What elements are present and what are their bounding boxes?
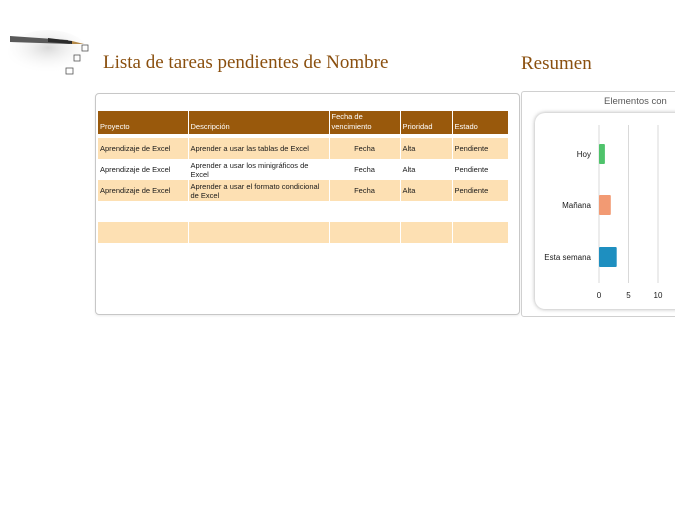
cell-project[interactable]: Aprendizaje de Excel bbox=[98, 180, 188, 201]
table-header-row bbox=[98, 111, 508, 134]
category-label: Esta semana bbox=[544, 253, 591, 262]
bar[interactable] bbox=[599, 144, 605, 164]
column-header-priority[interactable]: Prioridad bbox=[400, 111, 452, 134]
cell-priority[interactable] bbox=[400, 201, 452, 222]
x-tick-label: 5 bbox=[626, 291, 631, 300]
cell-description[interactable] bbox=[188, 201, 329, 222]
cell-project[interactable]: Aprendizaje de Excel bbox=[98, 138, 188, 159]
cell-description[interactable]: Aprender a usar los minigráficos de Excel bbox=[188, 159, 329, 180]
table-row[interactable] bbox=[98, 222, 508, 243]
column-header-description[interactable]: Descripción bbox=[188, 111, 329, 134]
cell-due-date[interactable] bbox=[329, 201, 400, 222]
column-header-due-date[interactable]: Fecha de vencimiento bbox=[329, 111, 400, 134]
column-header-status[interactable]: Estado bbox=[452, 111, 508, 134]
cell-priority[interactable] bbox=[400, 222, 452, 243]
column-header-project[interactable]: Proyecto bbox=[98, 111, 188, 134]
cell-due-date[interactable]: Fecha bbox=[329, 180, 400, 201]
cell-priority[interactable]: Alta bbox=[400, 159, 452, 180]
cell-priority[interactable]: Alta bbox=[400, 180, 452, 201]
cell-status[interactable] bbox=[452, 201, 508, 222]
table-row[interactable] bbox=[98, 180, 508, 201]
task-table bbox=[98, 111, 509, 243]
category-label: Mañana bbox=[562, 201, 591, 210]
pen-checklist-logo bbox=[8, 30, 96, 86]
bar[interactable] bbox=[599, 247, 617, 267]
cell-description[interactable] bbox=[188, 222, 329, 243]
cell-status[interactable]: Pendiente bbox=[452, 138, 508, 159]
cell-description[interactable]: Aprender a usar el formato condicional de Excel bbox=[188, 180, 329, 201]
table-row[interactable] bbox=[98, 159, 508, 180]
cell-due-date[interactable] bbox=[329, 222, 400, 243]
summary-title: Resumen bbox=[521, 53, 592, 74]
cell-status[interactable]: Pendiente bbox=[452, 159, 508, 180]
cell-priority[interactable]: Alta bbox=[400, 138, 452, 159]
cell-status[interactable] bbox=[452, 222, 508, 243]
category-label: Hoy bbox=[576, 150, 591, 159]
cell-project[interactable] bbox=[98, 201, 188, 222]
cell-due-date[interactable]: Fecha bbox=[329, 138, 400, 159]
table-row[interactable] bbox=[98, 201, 508, 222]
x-tick-label: 10 bbox=[653, 291, 663, 300]
bar[interactable] bbox=[599, 195, 611, 215]
page-title: Lista de tareas pendientes de Nombre bbox=[103, 52, 389, 73]
table-row[interactable] bbox=[98, 138, 508, 159]
x-tick-label: 0 bbox=[596, 291, 602, 300]
chart-title: Elementos con bbox=[604, 96, 667, 107]
cell-status[interactable]: Pendiente bbox=[452, 180, 508, 201]
cell-project[interactable]: Aprendizaje de Excel bbox=[98, 159, 188, 180]
cell-project[interactable] bbox=[98, 222, 188, 243]
cell-description[interactable]: Aprender a usar las tablas de Excel bbox=[188, 138, 329, 159]
summary-bar-chart[interactable] bbox=[535, 113, 675, 309]
cell-due-date[interactable]: Fecha bbox=[329, 159, 400, 180]
